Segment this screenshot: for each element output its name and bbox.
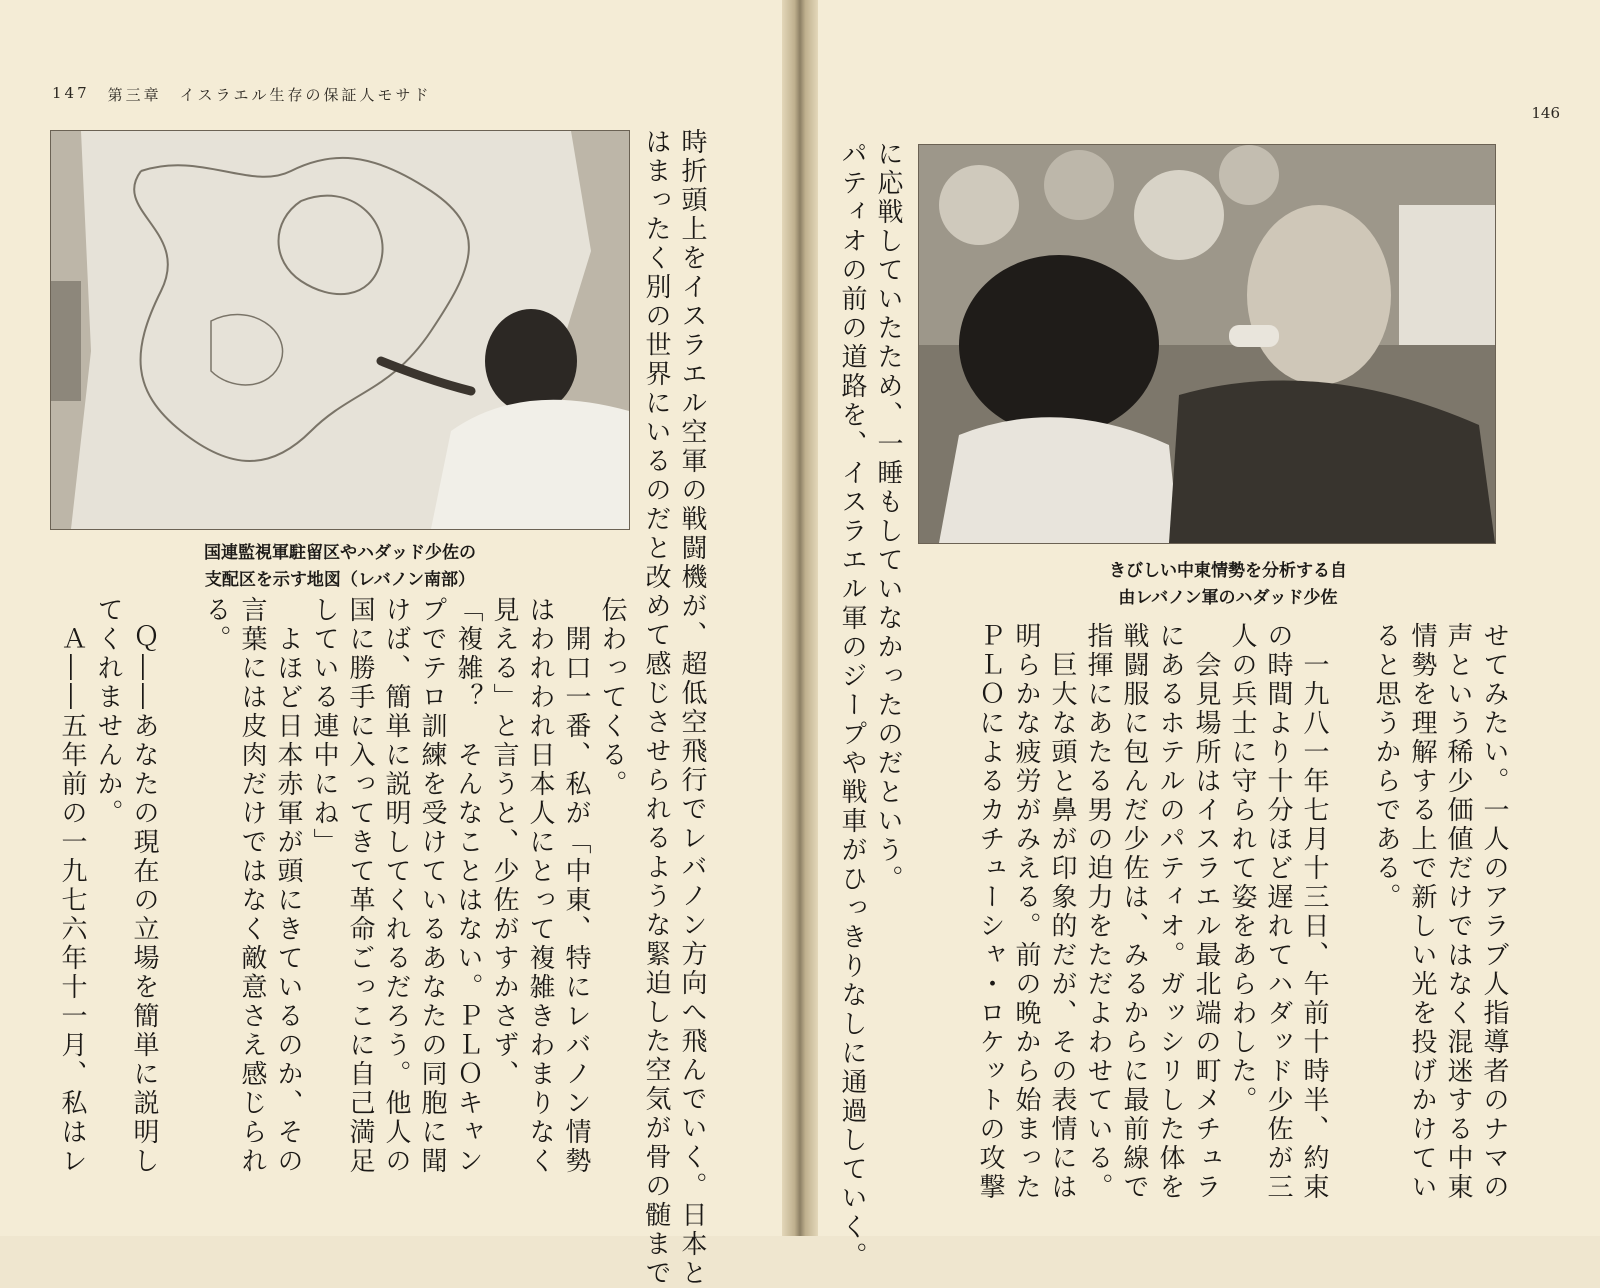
page-number-right: 146 [1531,104,1560,122]
right-caption-line-2: 由レバノン軍のハダッド少佐 [1118,588,1338,608]
right-body-upper: に応戦していたため、一睡もしていなかったのだという。 パティオの前の道路を、イスラエル軍のジープや戦車がひっきりなしに通過していく。 [837,140,903,1271]
chapter-title: イスラエル生存の保証人モサド [179,86,432,104]
right-page [818,0,1600,1271]
map-photo [50,130,630,530]
left-caption-line-2: 支配区を示す地図（レバノン南部） [204,570,476,590]
right-photo-caption [1048,558,1408,612]
map-photo-illustration [51,131,629,529]
left-caption-line-1: 国連監視軍駐留区やハダッド少佐の [204,543,476,563]
right-body-lower: せてみたい。一人のアラブ人指導者のナマの 声という稀少価値だけではなく混迷する中東 情勢を理解する上で新しい光を投げかけてい ると思うからである。 一九八一年七月十三日、午前十時半、約束 の時間より十分ほど遅れてハダッド少佐が三 人の兵士に守られて姿をあらわした。 会見場所はイスラエル最北端の町メチュラ にあるホテルのパティオ。ガッシリした体を 戦闘服に包んだ少佐は、みるからに最前線で 指揮にあたる男の迫力をただよわせている。 巨大な頭と鼻が印象的だが、その表情には 明らかな疲労がみえる。前の晩から始まった ＰＬＯによるカチューシャ・ロケットの攻撃 [975,622,1509,1202]
running-header [52,84,432,105]
major-photo [918,144,1496,544]
book-gutter [782,0,818,1236]
page-number-left: 147 [52,84,90,102]
major-photo-illustration [919,145,1495,543]
left-page [0,0,782,1288]
chapter-label: 第三章 [107,86,162,104]
left-photo-caption [140,540,540,594]
left-body-lower: 伝わってくる。 開口一番、私が「中東、特にレバノン情勢 はわれわれ日本人にとって複雑きわまりなく 見える」と言うと、少佐がすかさず、 「複雑？ そんなことはない。ＰＬＯキャン プでテロ訓練を受けているあなたの同胞に聞 けば、簡単に説明してくれるだろう。他人の 国に勝手に入ってきて革命ごっこに自己満足 している連中にね」 よほど日本赤軍が頭にきているのか、その 言葉には皮肉だけではなく敵意さえ感じられ る。 Ｑ――あなたの現在の立場を簡単に説明し てくれませんか。 Ａ――五年前の一九七六年十一月、私はレ [57,596,627,1176]
right-caption-line-1: きびしい中東情勢を分析する自 [1109,561,1347,581]
left-body-upper: 時折頭上をイスラエル空軍の戦闘機が、超低空飛行でレバノン方向へ飛んでいく。日本と はまったく別の世界にいるのだと改めて感じさせられるような緊迫した空気が骨の髄まで [641,128,707,1288]
